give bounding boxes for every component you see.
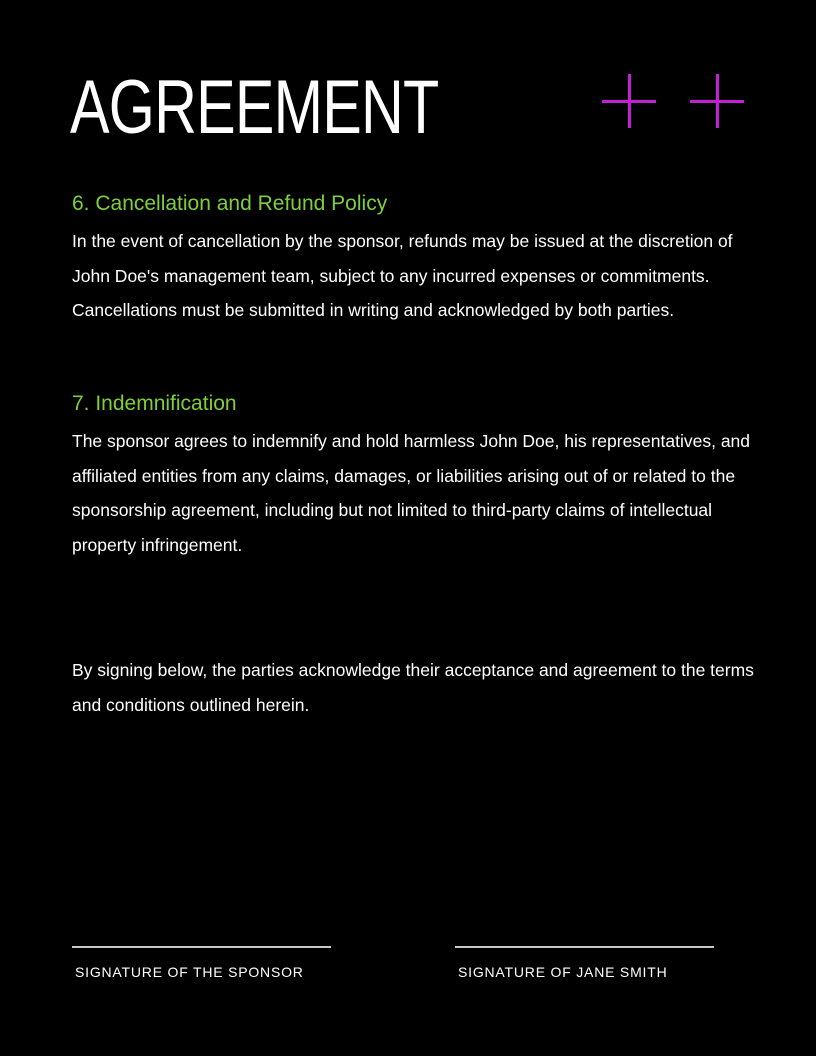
section-heading: 6. Cancellation and Refund Policy: [72, 192, 388, 215]
signature-line: [455, 946, 714, 948]
signature-block-sponsor: [72, 946, 331, 980]
signature-line: [72, 946, 331, 948]
signature-block-jane-smith: [455, 946, 714, 980]
signature-label: SIGNATURE OF THE SPONSOR: [75, 964, 304, 980]
plus-icon: [602, 74, 656, 128]
section-body: The sponsor agrees to indemnify and hold harmless John Doe, his representatives, and affiliated entities from any claims, damages, or liabilities arising out of or related to the sponsorship agreement, including but not limited to third-party claims of intellectual property infringement.: [72, 431, 751, 555]
closing-statement: By signing below, the parties acknowledge their acceptance and agreement to the terms and conditions outlined herein.: [72, 660, 754, 715]
section-body: In the event of cancellation by the sponsor, refunds may be issued at the discretion of John Doe's management team, subject to any incurred expenses or commitments. Cancellations must be submitted in writing and acknowledged by both parties.: [72, 231, 733, 320]
signature-label: SIGNATURE OF JANE SMITH: [458, 964, 668, 980]
section-heading: 7. Indemnification: [72, 392, 237, 415]
section-cancellation: [72, 191, 762, 328]
section-indemnification: [72, 391, 762, 562]
plus-icon: [690, 74, 744, 128]
page-title: AGREEMENT: [70, 65, 439, 150]
